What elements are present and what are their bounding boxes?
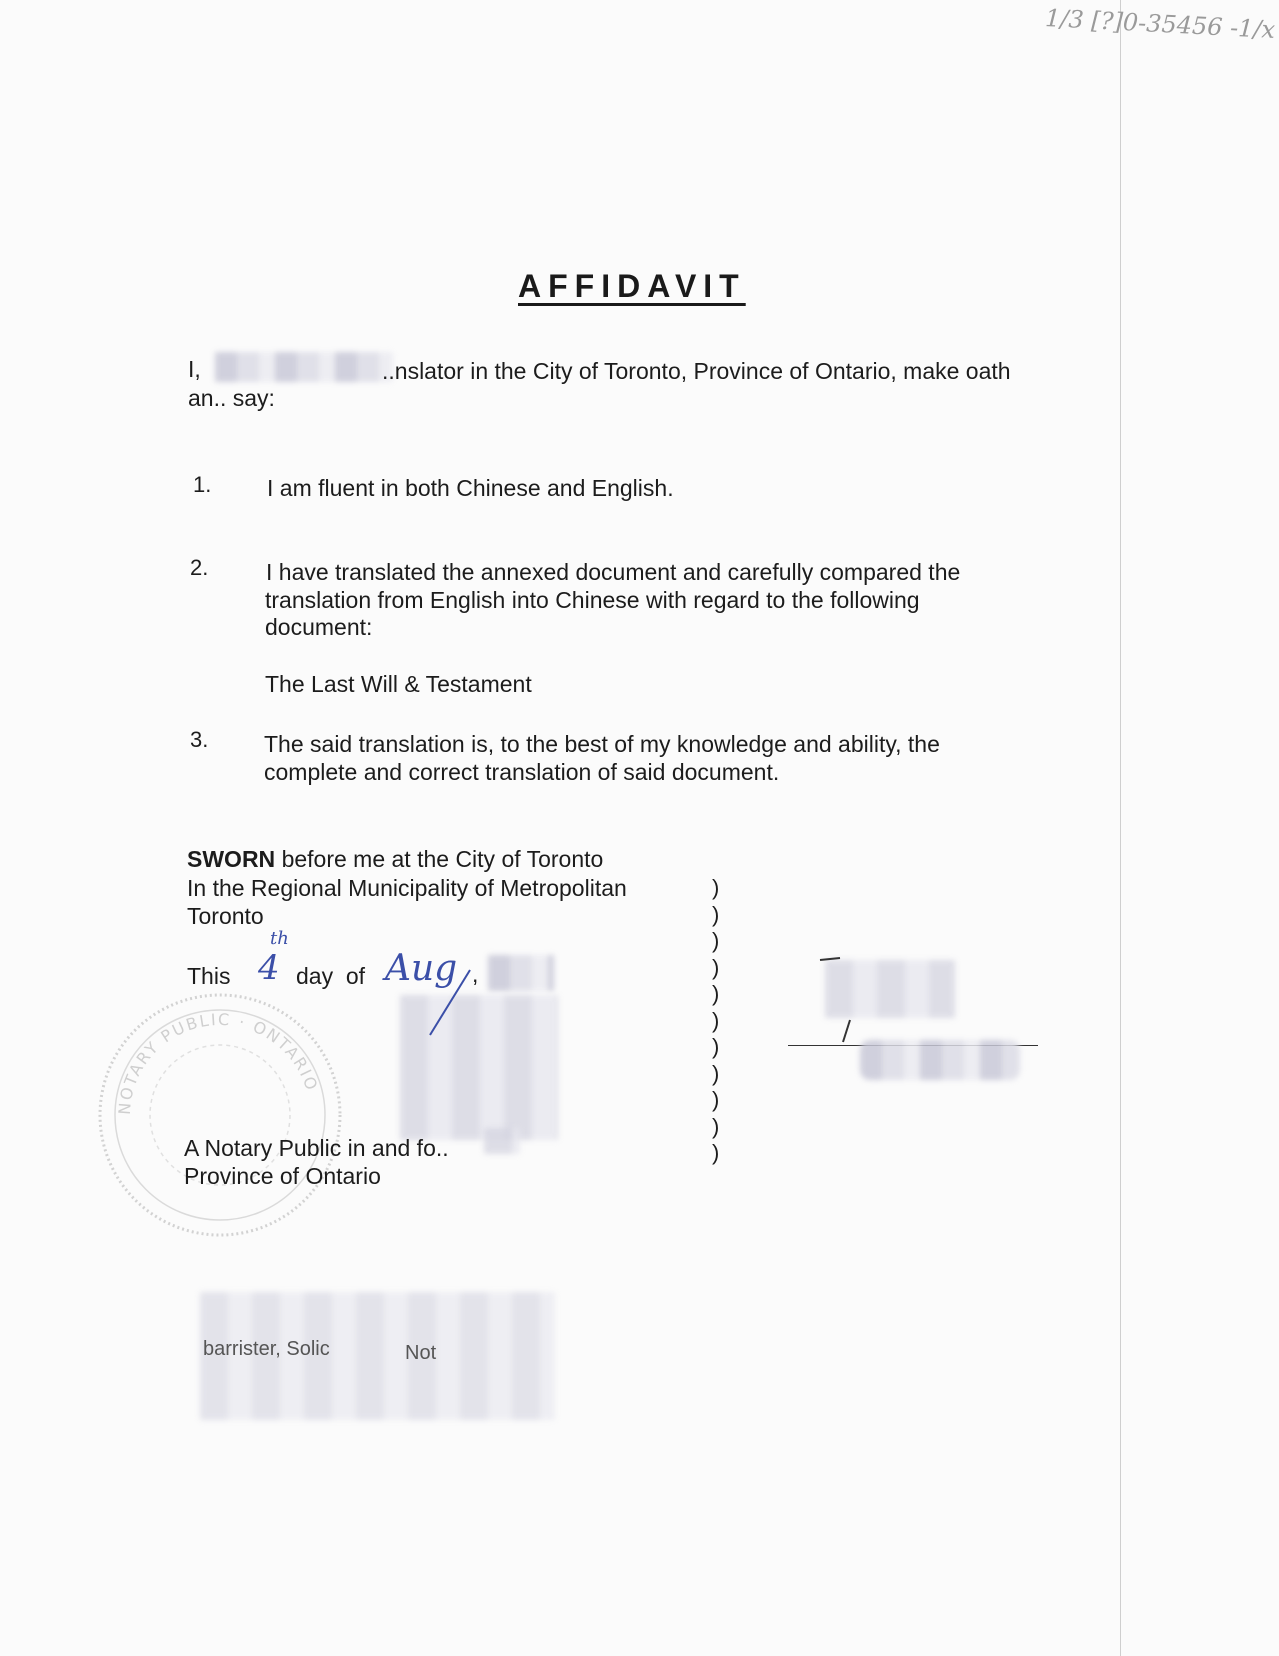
redacted-deponent-name bbox=[860, 1040, 1020, 1080]
item-3-number: 3. bbox=[190, 727, 209, 752]
handwritten-day: 4 bbox=[258, 948, 280, 988]
item-2-line-1: I have translated the annexed document and carefully compared the bbox=[266, 559, 961, 585]
item-2-number: 2. bbox=[190, 555, 209, 580]
stamp-text-2: Not bbox=[405, 1342, 437, 1364]
seal-text: NOTARY PUBLIC · ONTARIO bbox=[114, 1009, 322, 1116]
signature-stroke bbox=[425, 965, 485, 1045]
intro-line1-end: ..nslator in the City of Toronto, Province of Ontario, make oath bbox=[382, 358, 1011, 384]
page-fold-line bbox=[1120, 0, 1121, 1656]
sworn-rest: before me at the City of Toronto bbox=[281, 846, 604, 872]
item-2-line-3: document: bbox=[265, 614, 373, 640]
handwritten-month: Aug bbox=[385, 948, 458, 989]
item-2-line-2: translation from English into Chinese with regard to the following bbox=[265, 587, 920, 613]
jurat-comma: , bbox=[472, 961, 479, 987]
jurat-parentheses: ) ) ) ) ) ) ) ) ) ) ) bbox=[712, 875, 720, 1165]
notary-line-1: A Notary Public in and fo.. bbox=[184, 1135, 449, 1161]
deponent-signature-stroke bbox=[815, 950, 875, 1050]
redacted-name bbox=[215, 352, 393, 382]
item-1-number: 1. bbox=[193, 472, 212, 497]
jurat-day-of: day of bbox=[296, 963, 366, 989]
handwritten-day-suffix: th bbox=[270, 928, 289, 949]
jurat-line-2: In the Regional Municipality of Metropolitan bbox=[187, 875, 627, 901]
intro-line2: a​n.. say: bbox=[188, 385, 275, 411]
sworn-label: SWORN bbox=[187, 846, 276, 872]
handwritten-reference: 1/3 [?]0-35456 -1/x bbox=[1044, 3, 1276, 45]
redacted-year bbox=[488, 955, 554, 991]
item-2-document-name: The Last Will & Testament bbox=[265, 671, 532, 697]
jurat-line-3: Toronto bbox=[187, 903, 264, 929]
document-title: AFFIDAVIT bbox=[518, 268, 746, 304]
redacted-notary-jurisdiction bbox=[484, 1128, 520, 1154]
notary-seal-icon bbox=[95, 990, 345, 1240]
item-3-line-2: complete and correct translation of said document. bbox=[264, 759, 780, 785]
jurat-this: This bbox=[187, 963, 231, 989]
intro-line1-start: I, bbox=[188, 356, 201, 382]
stamp-text: barrister, Solic bbox=[203, 1338, 330, 1360]
item-3-line-1: The said translation is, to the best of my knowledge and ability, the bbox=[264, 731, 940, 757]
item-1-text: I am fluent in both Chinese and English. bbox=[267, 475, 674, 501]
svg-text:NOTARY PUBLIC · ONTARIO bbox=[115, 1010, 322, 1116]
jurat-line-1 bbox=[187, 845, 603, 873]
notary-line-2: Province of Ontario bbox=[184, 1163, 381, 1189]
